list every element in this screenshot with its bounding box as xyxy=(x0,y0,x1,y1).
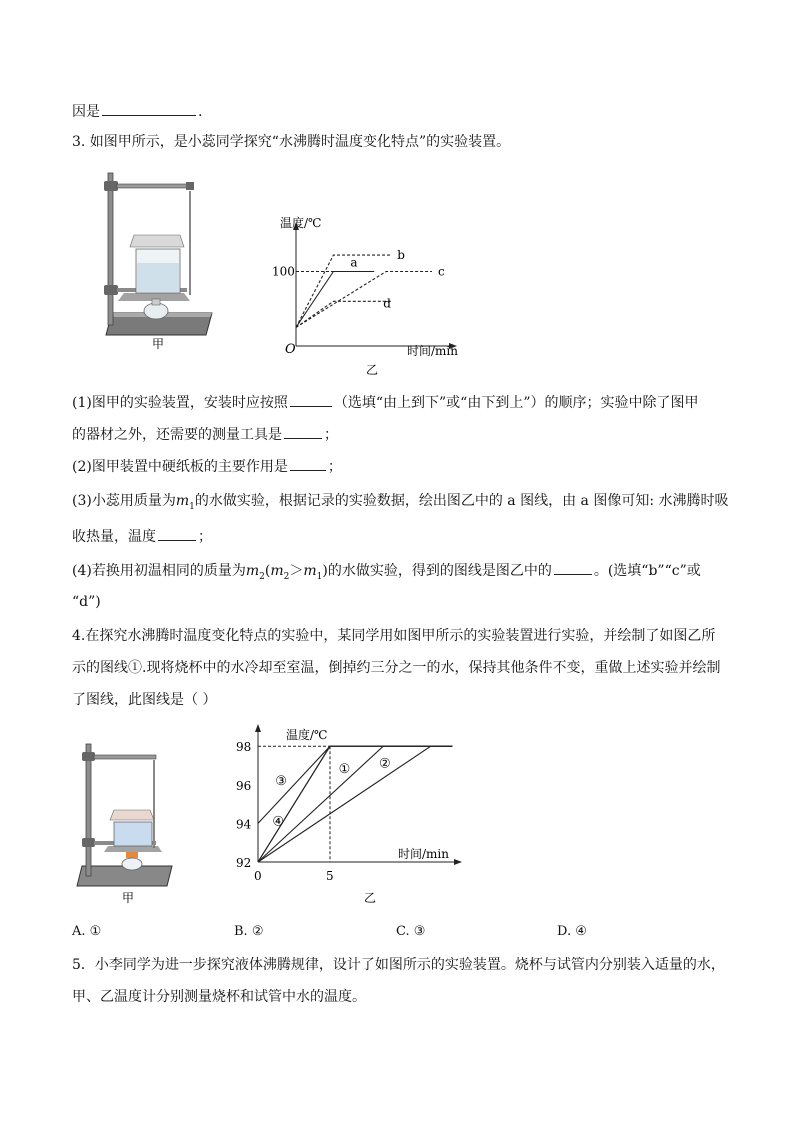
svg-text:O: O xyxy=(285,342,296,357)
option-a[interactable]: A. ① xyxy=(72,924,102,939)
x-tick-5: 5 xyxy=(326,869,334,883)
text: 的器材之外，还需要的测量工具是 xyxy=(72,427,282,443)
mass-symbol: m xyxy=(303,563,317,579)
q3-part3-line2 xyxy=(72,526,212,547)
answer-blank[interactable] xyxy=(158,526,196,541)
y-tick-94: 94 xyxy=(236,817,252,832)
q3-chart xyxy=(262,212,467,377)
series-a xyxy=(296,272,374,328)
text: 的水做实验，得到的图线是图乙中的 xyxy=(327,563,552,579)
text: 的水做实验，根据记录的实验数据，绘出图乙中的 a 图线，由 a 图像可知: 水沸腾时吸 xyxy=(194,493,729,509)
text: ； xyxy=(324,427,338,443)
mass-symbol: m xyxy=(175,493,190,509)
q2-tail-end: . xyxy=(198,104,203,120)
q2-tail xyxy=(72,101,202,122)
q3-part2 xyxy=(72,456,342,477)
q3-apparatus-figure xyxy=(92,165,222,350)
series-label-b: b xyxy=(397,248,405,263)
q3-part1-line1 xyxy=(72,392,698,413)
text: (1)图甲的实验装置，安装时应按照 xyxy=(72,395,288,411)
series-line-1 xyxy=(258,746,452,862)
series-line-4 xyxy=(258,746,452,862)
q3-part1-line2 xyxy=(72,424,338,445)
answer-blank[interactable] xyxy=(102,101,196,116)
option-d[interactable]: D. ④ xyxy=(557,924,587,939)
series-label-2: ② xyxy=(378,756,391,772)
series-label-a: a xyxy=(350,255,358,270)
text: ＞ xyxy=(289,563,304,579)
y-tick-96: 96 xyxy=(236,778,252,793)
q3-part3-line1 xyxy=(72,491,729,517)
series-line-3 xyxy=(258,746,452,823)
q2-tail-text: 因是 xyxy=(72,104,100,120)
q4-fig-jia-label: 甲 xyxy=(122,891,135,905)
option-c[interactable]: C. ③ xyxy=(396,924,426,939)
text: (2)图甲装置中硬纸板的主要作用是 xyxy=(72,459,288,475)
text: ( xyxy=(264,563,271,579)
q3-part4-line2: “d”) xyxy=(72,594,101,610)
answer-blank[interactable] xyxy=(290,456,326,471)
svg-text:温度/℃: 温度/℃ xyxy=(280,216,322,230)
series-label-d: d xyxy=(383,296,391,311)
subscript: 2 xyxy=(259,571,265,582)
series-line-5 xyxy=(258,746,452,862)
q4-chart xyxy=(232,720,472,910)
answer-blank[interactable] xyxy=(290,392,332,407)
svg-text:时间/min: 时间/min xyxy=(407,344,458,358)
q5-line2: 甲、乙温度计分别测量烧杯和试管中水的温度。 xyxy=(72,989,366,1005)
series-c xyxy=(296,272,432,328)
text: （选填“由上到下”或“由下到上”）的顺序；实验中除了图甲 xyxy=(333,395,699,411)
option-b[interactable]: B. ② xyxy=(234,924,264,939)
svg-text:时间/min: 时间/min xyxy=(398,847,449,861)
text: ； xyxy=(198,529,212,545)
q3-title: 3. 如图甲所示，是小蕊同学探究“水沸腾时温度变化特点”的实验装置。 xyxy=(72,134,511,150)
subscript: 2 xyxy=(283,571,290,582)
q3-fig-yi-label: 乙 xyxy=(366,363,379,377)
text: 。(选填“b”“c”或 xyxy=(593,563,701,579)
q4-apparatus-figure xyxy=(72,738,182,908)
q3-part4-line1 xyxy=(72,560,701,587)
series-label-3: ③ xyxy=(275,773,287,789)
series-label-c: c xyxy=(438,264,445,279)
series-label-4: ④ xyxy=(272,814,285,830)
subscript: 1 xyxy=(316,571,323,582)
text: ； xyxy=(327,459,342,475)
x-tick-0: 0 xyxy=(254,869,262,883)
y-tick-92: 92 xyxy=(236,856,252,870)
mass-symbol: m xyxy=(270,563,284,579)
q4-line3: 了图线，此图线是（ ） xyxy=(72,692,217,708)
q4-fig-yi-label: 乙 xyxy=(364,891,377,905)
q4-line1: 4.在探究水沸腾时温度变化特点的实验中，某同学用如图甲所示的实验装置进行实验，并绘制了如图乙所 xyxy=(72,628,716,644)
mass-symbol: m xyxy=(245,563,260,579)
q3-fig-jia-label: 甲 xyxy=(152,337,165,350)
answer-blank[interactable] xyxy=(284,424,322,439)
tick-label-100: 100 xyxy=(272,264,295,279)
text: ) xyxy=(322,563,328,579)
answer-blank[interactable] xyxy=(554,560,592,575)
subscript: 1 xyxy=(189,501,195,512)
q4-line2: 示的图线①.现将烧杯中的水冷却至室温，倒掉约三分之一的水，保持其他条件不变，重做上述实验并绘制 xyxy=(72,660,721,676)
text: 收热量，温度 xyxy=(72,529,156,545)
y-tick-98: 98 xyxy=(236,740,252,755)
series-line-2 xyxy=(258,746,452,862)
text: (3)小蕊用质量为 xyxy=(72,493,176,509)
q5-line1: 5．小李同学为进一步探究液体沸腾规律，设计了如图所示的实验装置。烧杯与试管内分别装入适量的水， xyxy=(72,957,725,973)
svg-text:温度/℃: 温度/℃ xyxy=(286,728,328,742)
series-label-1: ① xyxy=(338,762,351,778)
series-b xyxy=(296,255,391,327)
text: (4)若换用初温相同的质量为 xyxy=(72,563,246,579)
